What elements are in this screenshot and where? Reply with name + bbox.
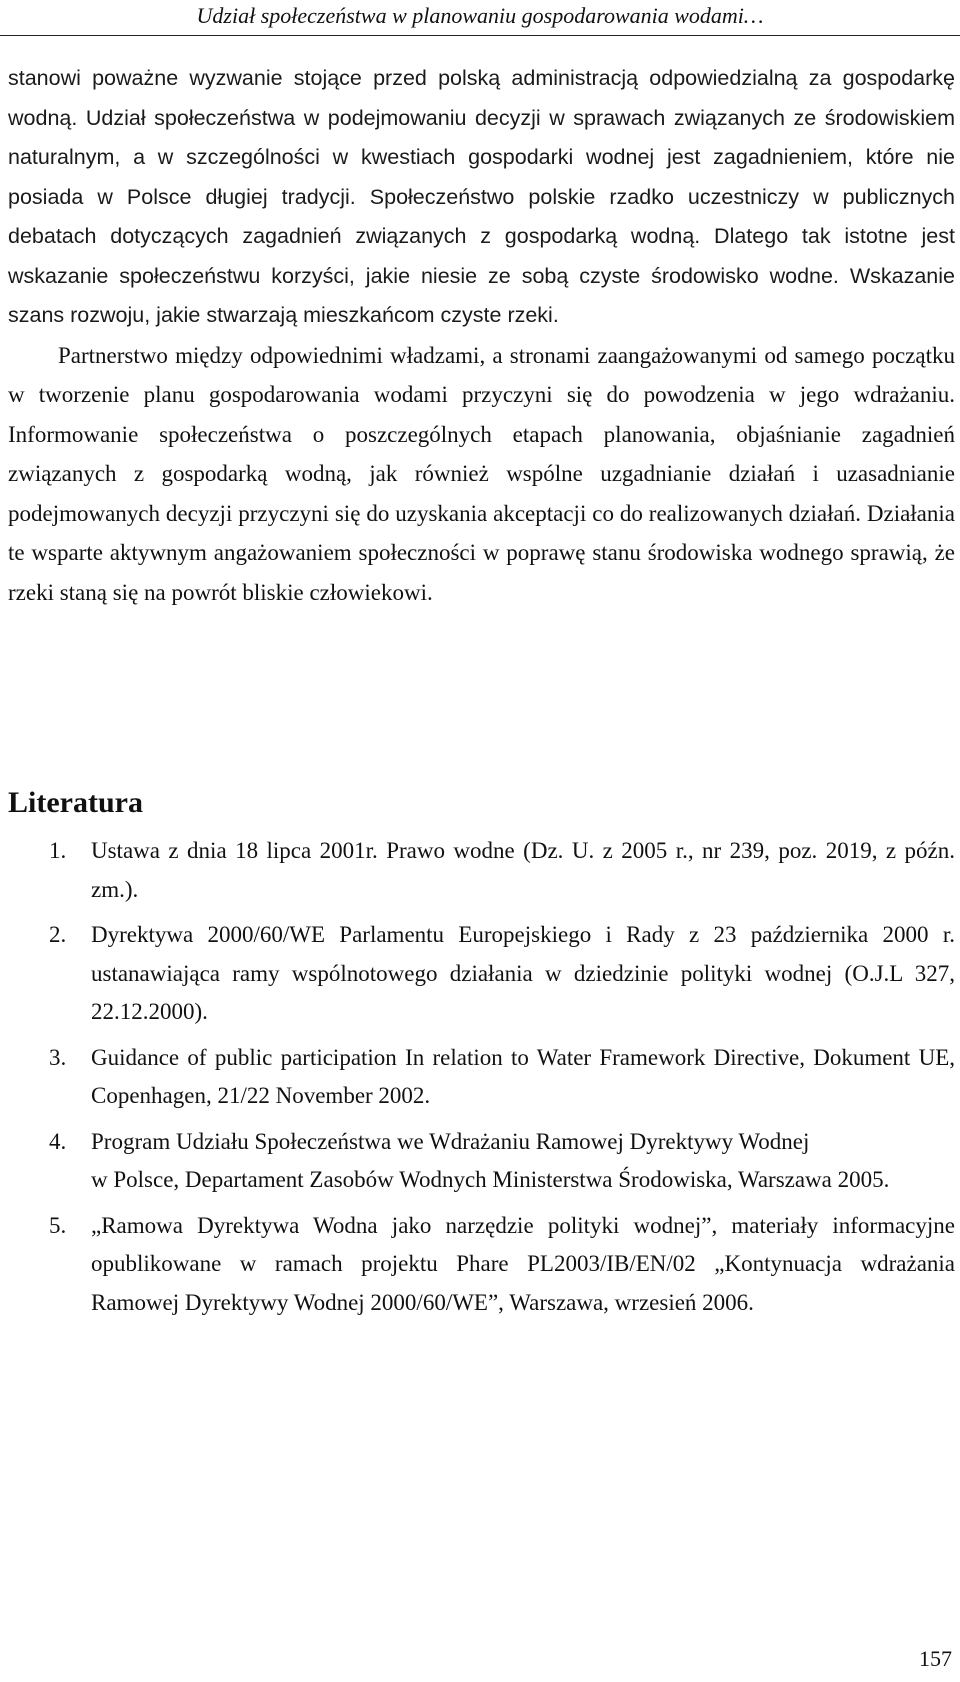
reference-text: Guidance of public participation In relation to Water Framework Directive, Dokument UE, Copenhagen, 21/22 November 2002. <box>91 1044 955 1108</box>
reference-number: 2. <box>49 922 67 947</box>
body-text <box>8 59 955 613</box>
running-header <box>0 0 960 36</box>
reference-item <box>0 1039 955 1116</box>
running-title: Udział społeczeństwa w planowaniu gospodarowania wodami… <box>196 3 764 28</box>
reference-text: „Ramowa Dyrektywa Wodna jako narzędzie polityki wodnej”, materiały informacyjne opublikowane w ramach projektu Phare PL2003/IB/EN/02 „Kontynuacja wdrażania Ramowej Dyrektywy Wodnej 2000/60/WE”, Warszawa, wrzesień 2006. <box>91 1212 955 1315</box>
reference-text: Program Udziału Społeczeństwa we Wdrażaniu Ramowej Dyrektywy Wodnej <box>91 1128 810 1154</box>
reference-item <box>0 1207 955 1323</box>
reference-number: 4. <box>49 1128 67 1154</box>
reference-text: Dyrektywa 2000/60/WE Parlamentu Europejskiego i Rady z 23 października 2000 r. ustanawiająca ramy wspólnotowego działania w dziedzinie polityki wodnej (O.J.L 327, 22.12.2000). <box>91 922 955 1024</box>
paragraph-continuation: stanowi poważne wyzwanie stojące przed polską administracją odpowiedzialną za gospodarkę wodną. Udział społeczeństwa w podejmowaniu decyzji w sprawach związanych ze środowiskiem naturalnym, a w szczególności w kwestiach gospodarki wodnej jest zagadnieniem, które nie posiada w Polsce długiej tradycji. Społeczeństwo polskie rzadko uczestniczy w publicznych debatach dotyczących zagadnień związanych z gospodarką wodną. Dlatego tak istotne jest wskazanie społeczeństwu korzyści, jakie niesie ze sobą czyste środowisko wodne. Wskazanie szans rozwoju, jakie stwarzają mieszkańcom czyste rzeki. <box>8 66 955 327</box>
reference-item <box>0 1123 955 1200</box>
literature-heading: Literatura <box>8 786 143 819</box>
reference-number: 3. <box>49 1044 67 1070</box>
reference-item <box>0 916 955 1032</box>
reference-list <box>0 832 955 1329</box>
paragraph-partnership: Partnerstwo między odpowiednimi władzami, a stronami zaangażowanymi od samego początku w tworzenie planu gospodarowania wodami przyczyni się do powodzenia w jego wdrażaniu. Informowanie społeczeństwa o poszczególnych etapach planowania, objaśnianie zagadnień związanych z gospodarką wodną, jak również wspólne uzgadnianie działań i uzasadnianie podejmowanych decyzji przyczyni się do uzyskania akceptacji co do realizowanych działań. Działania te wsparte aktywnym angażowaniem społeczności w poprawę stanu środowiska wodnego sprawią, że rzeki staną się na powrót bliskie człowiekowi. <box>8 342 955 606</box>
page-number: 157 <box>919 1646 952 1671</box>
reference-number: 1. <box>49 838 67 863</box>
reference-item <box>0 832 955 909</box>
reference-text: w Polsce, Departament Zasobów Wodnych Ministerstwa Środowiska, Warszawa 2005. <box>91 1167 890 1192</box>
reference-text: Ustawa z dnia 18 lipca 2001r. Prawo wodne (Dz. U. z 2005 r., nr 239, poz. 2019, z późn. zm.). <box>91 838 955 902</box>
reference-number: 5. <box>49 1212 67 1238</box>
